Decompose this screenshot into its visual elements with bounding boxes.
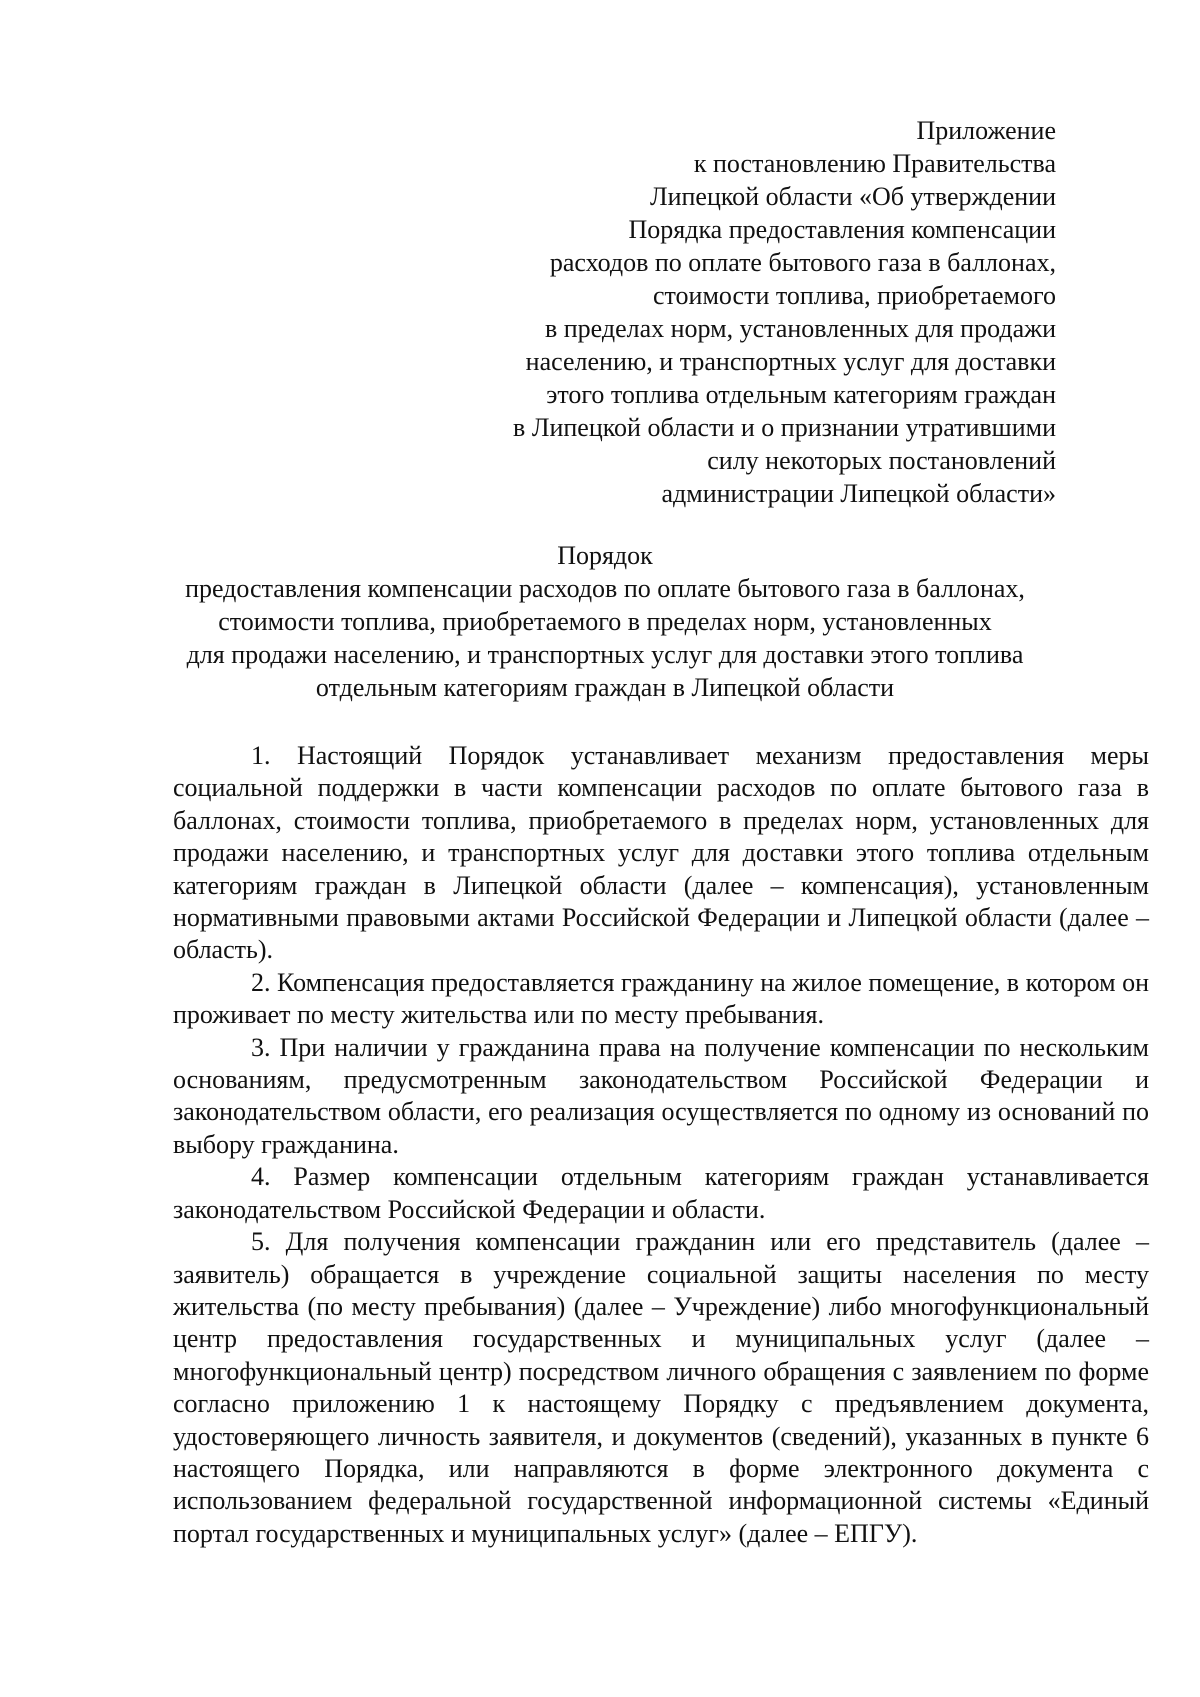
appendix-header-line: к постановлению Правительства (693, 149, 1056, 178)
appendix-header-line: Приложение (916, 116, 1056, 145)
appendix-header-line: силу некоторых постановлений (707, 446, 1056, 475)
appendix-header-line: в пределах норм, установленных для продажи (544, 314, 1056, 343)
appendix-header-line: этого топлива отдельным категориям граждан (546, 380, 1056, 409)
appendix-header-line: Порядка предоставления компенсации (628, 215, 1056, 244)
document-body (173, 740, 1149, 1550)
body-paragraph-5: 5. Для получения компенсации гражданин или его представитель (далее – заявитель) обращается в учреждение социальной защиты населения по месту жительства (по месту пребывания) (далее – Учреждение) либо многофункциональный центр предоставления государственных и муниципальных услуг (далее – многофункциональный центр) посредством личного обращения с заявлением по форме согласно приложению 1 к настоящему Порядку с предъявлением документа, удостоверяющего личность заявителя, и документов (сведений), указанных в пункте 6 настоящего Порядка, или направляются в форме электронного документа с использованием федеральной государственной информационной системы «Единый портал государственных и муниципальных услуг» (далее – ЕПГУ). (173, 1227, 1149, 1548)
document-title-line: стоимости топлива, приобретаемого в пределах норм, установленных (218, 607, 992, 636)
document-title-heading: Порядок (557, 541, 653, 570)
appendix-header-line: расходов по оплате бытового газа в баллонах, (549, 248, 1056, 277)
appendix-header-line: администрации Липецкой области» (661, 479, 1056, 508)
document-title (160, 539, 1050, 704)
document-title-line: отдельным категориям граждан в Липецкой области (315, 673, 895, 702)
body-paragraph-3: 3. При наличии у гражданина права на получение компенсации по нескольким основаниям, предусмотренным законодательством Российской Федерации и законодательством области, его реализация осуществляется по одному из оснований по выбору гражданина. (173, 1032, 1149, 1159)
appendix-header-line: в Липецкой области и о признании утратившими (513, 413, 1056, 442)
body-paragraph-1: 1. Настоящий Порядок устанавливает механизм предоставления меры социальной поддержки в части компенсации расходов по оплате бытового газа в баллонах, стоимости топлива, приобретаемого в пределах норм, установленных для продажи населению, и транспортных услуг для доставки этого топлива отдельным категориям граждан в Липецкой области (далее – компенсация), установленным нормативными правовыми актами Российской Федерации и Липецкой области (далее – область). (173, 741, 1149, 965)
body-paragraph-4: 4. Размер компенсации отдельным категориям граждан устанавливается законодательством Российской Федерации и области. (173, 1162, 1149, 1224)
appendix-header-line: Липецкой области «Об утверждении (649, 182, 1056, 211)
appendix-header-line: стоимости топлива, приобретаемого (652, 281, 1056, 310)
body-paragraph-2: 2. Компенсация предоставляется гражданину на жилое помещение, в котором он проживает по месту жительства или по месту пребывания. (173, 967, 1149, 1030)
document-title-line: предоставления компенсации расходов по оплате бытового газа в баллонах, (185, 574, 1025, 603)
appendix-header (416, 114, 1056, 510)
document-title-line: для продажи населению, и транспортных услуг для доставки этого топлива (186, 640, 1024, 669)
appendix-header-line: населению, и транспортных услуг для доставки (525, 347, 1056, 376)
